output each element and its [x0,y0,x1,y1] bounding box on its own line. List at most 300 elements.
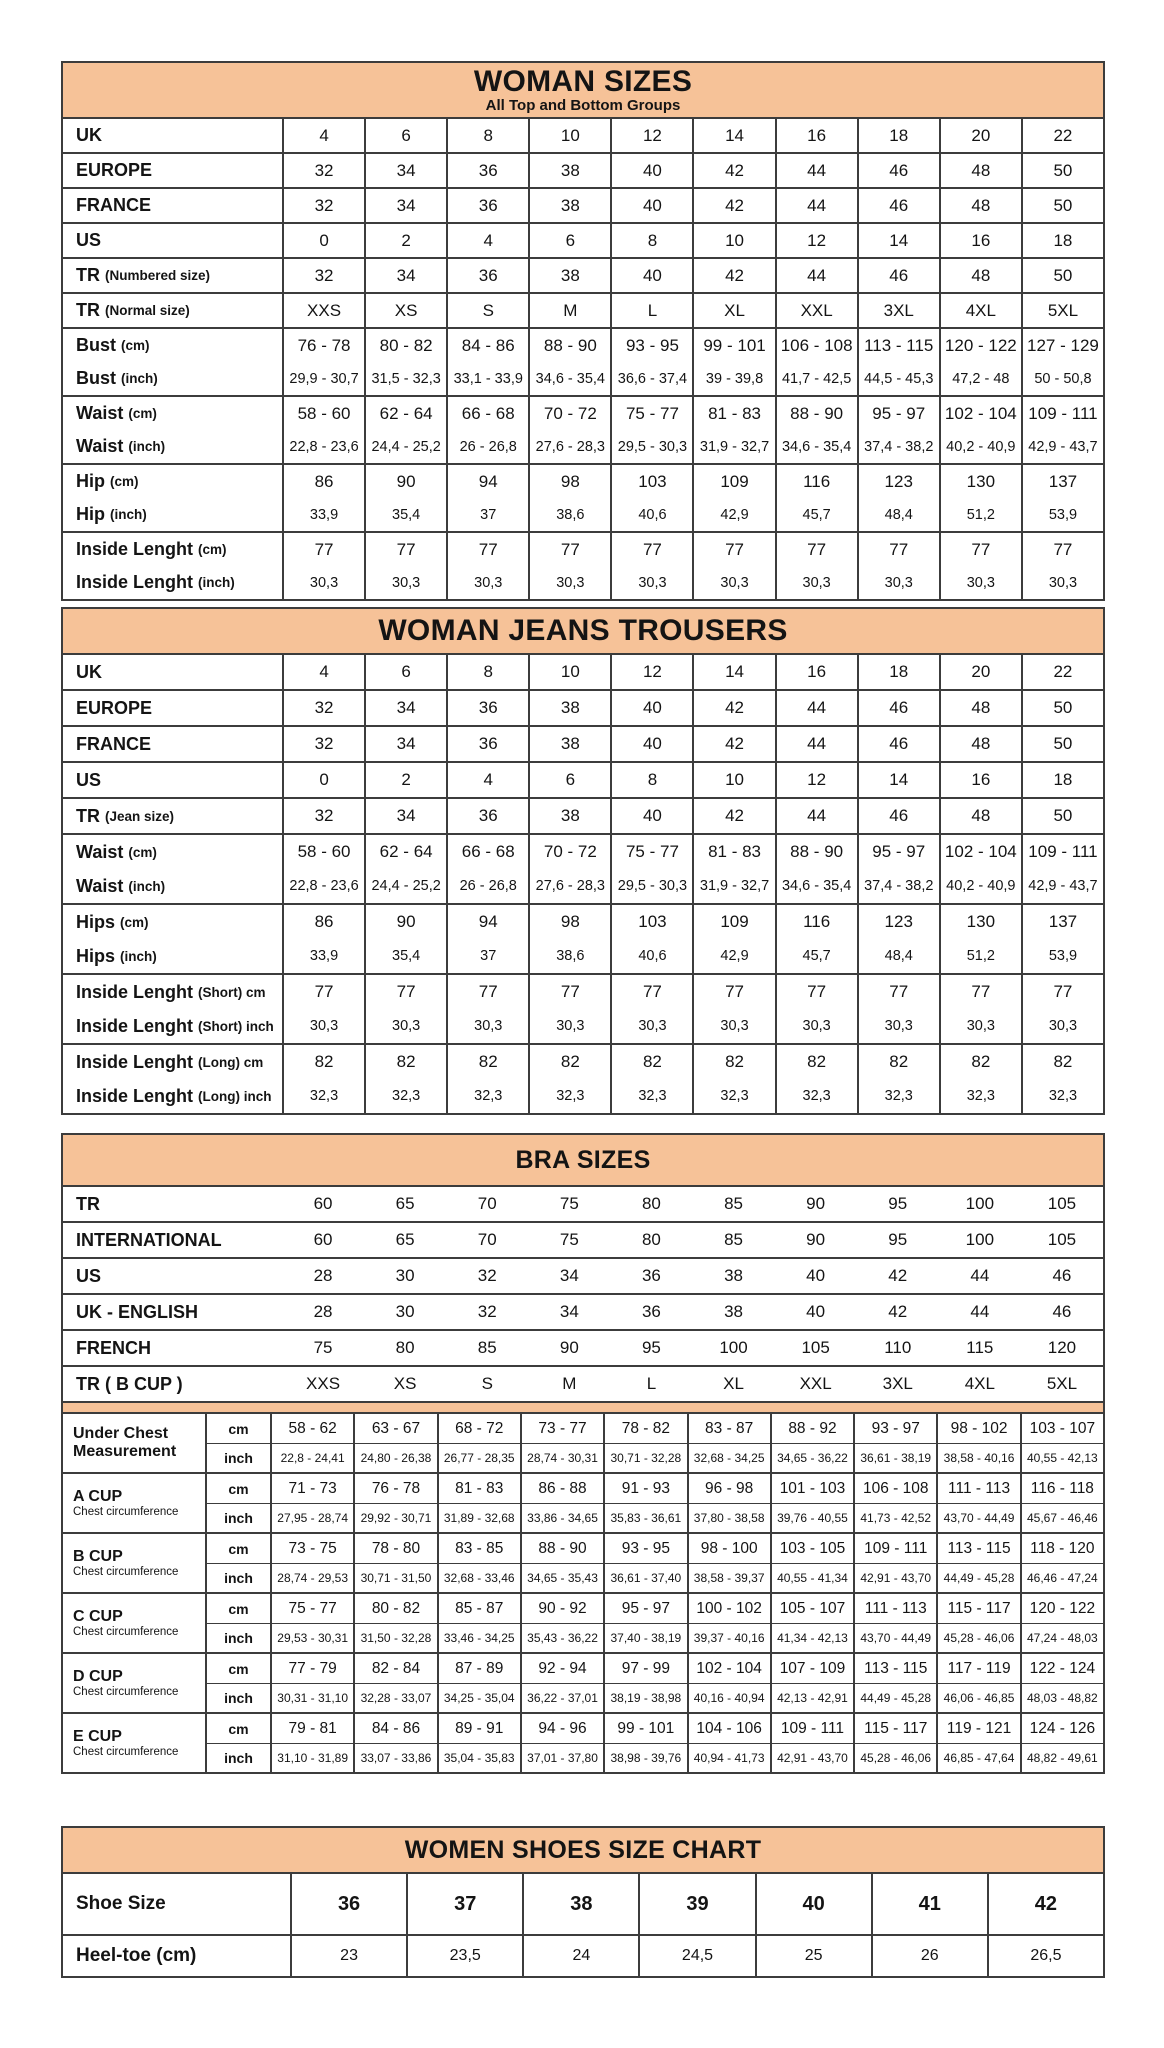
value-cell: 40 [610,799,692,833]
value-cell: 40 [610,189,692,222]
value-cell: 42,91 - 43,70 [853,1563,936,1592]
row-label [63,1009,282,1043]
value-cell: 45,7 [775,498,857,531]
value-cell: 95 [641,1338,661,1357]
value-cell: 103 - 107 [1020,1414,1103,1443]
row-label [63,799,282,833]
table-row [63,655,1103,689]
table-row [63,1045,1103,1079]
row-label [63,362,282,395]
value-cell: 92 - 94 [520,1654,603,1683]
value-cell: 42 [888,1266,908,1285]
value-cell: 110 [884,1338,912,1357]
value-cell: 32 [282,259,364,292]
value-cell: 42,9 [692,939,774,973]
unit-label: cm [205,1534,270,1563]
value-cell: 42 [987,1874,1103,1934]
value-cell: 105 [801,1338,830,1357]
row-label-unit: (inch) [110,507,147,522]
woman-sizes-rows [63,119,1103,599]
row-group [63,1874,1103,1934]
value-cell: 47,24 - 48,03 [1020,1623,1103,1652]
table-row [63,465,1103,498]
row-group [63,152,1103,187]
value-cell: 84 - 86 [446,329,528,362]
woman-sizes-subtitle: All Top and Bottom Groups [485,96,681,114]
value-cell: 36 [446,799,528,833]
value-cell: 24 [522,1936,638,1976]
value-cell: 45,67 - 46,46 [1020,1503,1103,1532]
value-cell: 113 - 115 [936,1534,1019,1563]
row-label [63,1594,205,1652]
value-cell: 22,8 - 24,41 [270,1443,353,1472]
value-cell: 75 - 77 [610,835,692,869]
row-label [63,1331,282,1365]
value-cell: 26,5 [987,1936,1103,1976]
value-cell: 34,25 - 35,04 [437,1683,520,1712]
value-cell: 94 [446,905,528,939]
value-cell: 120 - 122 [939,329,1021,362]
value-cell: 53,9 [1021,498,1103,531]
value-cell: 14 [692,119,774,152]
value-cell: 46 [1052,1302,1072,1321]
value-cell: 77 [692,533,774,566]
woman-jeans-table [61,607,1105,1115]
value-cell: 100 [965,1194,995,1213]
row-label [63,727,282,761]
value-cell: 32,3 [446,1079,528,1113]
value-cell: 30,3 [1021,1009,1103,1043]
table-row [63,329,1103,362]
row-group [63,292,1103,327]
value-cell: 30,71 - 32,28 [603,1443,686,1472]
woman-sizes-title: WOMAN SIZES [473,65,693,98]
women-shoes-header [63,1828,1103,1874]
value-cell: 46,46 - 47,24 [1020,1563,1103,1592]
value-cell: 51,2 [939,498,1021,531]
bra-sizes-table [61,1133,1105,1774]
value-cell: 50 [1021,727,1103,761]
value-cell: 26 - 26,8 [446,430,528,463]
value-cell: 36 [446,189,528,222]
value-cell: S [481,1374,493,1393]
value-cell: 24,4 - 25,2 [364,869,446,903]
value-cell: 27,6 - 28,3 [528,869,610,903]
value-cell: 4 [282,655,364,689]
row-label-text: Inside Lenght [76,572,193,592]
row-group [63,1221,1103,1257]
row-label-subtext: Chest circumference [73,1566,179,1579]
value-cell: 37 [406,1874,522,1934]
row-label-text: Inside Lenght [76,1085,193,1106]
row-label [63,154,282,187]
value-cell: 58 - 60 [282,397,364,430]
value-cell: 42 [692,189,774,222]
value-cell: 30,31 - 31,10 [270,1683,353,1712]
value-cell: 31,5 - 32,3 [364,362,446,395]
value-cell: 46 [857,799,939,833]
row-label-unit: (inch) [128,439,166,454]
value-cell: 77 [282,533,364,566]
value-cell: 34,6 - 35,4 [775,869,857,903]
value-cell: 46 [857,691,939,725]
value-cell: 36 [290,1874,406,1934]
row-group [63,222,1103,257]
table-row [63,154,1103,187]
value-cell: 38 [724,1302,743,1321]
value-cell: 50 [1021,691,1103,725]
value-cell: 42,91 - 43,70 [770,1743,853,1772]
value-cell: 44,49 - 45,28 [853,1683,936,1712]
table-row [63,975,1103,1009]
value-cell: 34 [364,799,446,833]
value-cell: 105 [1047,1230,1077,1249]
value-cell: 77 [364,533,446,566]
value-cell: 27,6 - 28,3 [528,430,610,463]
value-cell: 42,9 - 43,7 [1021,869,1103,903]
value-cell: 85 [724,1194,743,1213]
value-cell: 30,71 - 31,50 [353,1563,436,1592]
row-label-text: Inside Lenght [76,539,193,559]
value-cell: 6 [528,763,610,797]
value-cell: 48 [939,727,1021,761]
value-cell: 31,9 - 32,7 [692,430,774,463]
table-row [63,799,1103,833]
value-cell: L [646,1374,657,1393]
value-cell: 43,70 - 44,49 [853,1623,936,1652]
value-cell: 35,4 [364,498,446,531]
value-cell: XXS [306,1374,341,1393]
value-cell: 32,28 - 33,07 [353,1683,436,1712]
row-label-unit: (Short) cm [198,984,266,1000]
cup-row-group [63,1652,1103,1712]
value-cell: 6 [364,119,446,152]
value-cell: 33,1 - 33,9 [446,362,528,395]
value-cell: XS [393,1374,417,1393]
row-group [63,1257,1103,1293]
value-cell: 31,10 - 31,89 [270,1743,353,1772]
value-cell: 88 - 90 [528,329,610,362]
row-label-text: Hips [76,945,116,966]
unit-label: inch [205,1503,270,1532]
value-cell: 109 - 111 [1021,397,1103,430]
row-group [63,797,1103,833]
value-cell: 116 [775,465,857,498]
row-label-text: INTERNATIONAL [76,1229,222,1250]
value-cell: 58 - 60 [282,835,364,869]
value-cell: 30,3 [282,566,364,599]
value-cell: 36,61 - 37,40 [603,1563,686,1592]
value-cell: 117 - 119 [936,1654,1019,1683]
value-cell: 79 - 81 [270,1714,353,1743]
value-cell: 30,3 [364,566,446,599]
row-label-text: TR [76,265,100,285]
table-row [63,533,1103,566]
value-cell: 106 - 108 [775,329,857,362]
row-label-text: UK - ENGLISH [76,1301,199,1322]
row-label-text: FRENCH [76,1337,151,1358]
table-row [63,691,1103,725]
value-cell: 30,3 [692,566,774,599]
value-cell: 40 [610,691,692,725]
value-cell: 34 [559,1302,579,1321]
value-cell: 88 - 92 [770,1414,853,1443]
value-cell: 33,9 [282,939,364,973]
row-label-subtext: Chest circumference [73,1506,179,1519]
value-cell: 14 [857,763,939,797]
value-cell: 23 [290,1936,406,1976]
value-cell: 71 - 73 [270,1474,353,1503]
value-cell: 33,46 - 34,25 [437,1623,520,1652]
unit-label: cm [205,1474,270,1503]
value-cell: 27,95 - 28,74 [270,1503,353,1532]
value-cell: 30,3 [1021,566,1103,599]
value-cell: 30,3 [610,1009,692,1043]
table-row [63,119,1103,152]
row-label [63,1534,205,1592]
value-cell: 29,9 - 30,7 [282,362,364,395]
value-cell: 38 [528,259,610,292]
value-cell: 39,76 - 40,55 [770,1503,853,1532]
value-cell: 46 [857,154,939,187]
table-row [63,1223,1103,1257]
value-cell: 99 - 101 [692,329,774,362]
row-label [63,1187,282,1221]
row-group [63,1329,1103,1365]
table-row [63,727,1103,761]
value-cell: 70 [477,1230,497,1249]
value-cell: 44 [775,691,857,725]
unit-label: inch [205,1623,270,1652]
value-cell: 42 [692,799,774,833]
value-cell: 115 [966,1338,994,1357]
value-cell: 109 - 111 [770,1714,853,1743]
value-cell: XXL [775,294,857,327]
value-cell: 77 [610,975,692,1009]
value-cell: 75 - 77 [270,1594,353,1623]
row-label-unit: (Short) inch [198,1018,274,1034]
value-cell: 137 [1021,465,1103,498]
row-group [63,655,1103,689]
table-row [63,939,1103,973]
value-cell: 89 - 91 [437,1714,520,1743]
value-cell: 48 [939,259,1021,292]
row-label [63,975,282,1009]
value-cell: 46,85 - 47,64 [936,1743,1019,1772]
value-cell: 94 [446,465,528,498]
value-cell: 40 [806,1266,826,1285]
value-cell: 2 [364,763,446,797]
value-cell: 88 - 90 [775,397,857,430]
value-cell: 50 - 50,8 [1021,362,1103,395]
value-cell: 37,4 - 38,2 [857,430,939,463]
row-label-text: EUROPE [76,160,153,180]
value-cell: 38,19 - 38,98 [603,1683,686,1712]
row-label [63,1045,282,1079]
value-cell: 39 [638,1874,754,1934]
value-cell: 95 - 97 [857,835,939,869]
unit-label: inch [205,1443,270,1472]
row-label-text: Under Chest Measurement [73,1425,177,1460]
value-cell: 45,28 - 46,06 [853,1743,936,1772]
cup-row-group [63,1532,1103,1592]
row-group [63,1934,1103,1976]
value-cell: 62 - 64 [364,835,446,869]
value-cell: 105 [1047,1194,1077,1213]
row-group [63,257,1103,292]
value-cell: 30,3 [939,1009,1021,1043]
value-cell: 5XL [1046,1374,1078,1393]
value-cell: 80 [641,1230,661,1249]
value-cell: 29,5 - 30,3 [610,430,692,463]
row-group [63,833,1103,903]
row-label-text: TR [76,805,100,826]
table-row [63,905,1103,939]
value-cell: 70 [477,1194,497,1213]
table-row [63,1936,1103,1976]
value-cell: 32 [477,1266,497,1285]
value-cell: 30,3 [857,1009,939,1043]
row-group [63,463,1103,531]
value-cell: 77 [939,533,1021,566]
value-cell: 4XL [964,1374,995,1393]
value-cell: 81 - 83 [437,1474,520,1503]
value-cell: 62 - 64 [364,397,446,430]
row-label-text: Inside Lenght [76,1015,193,1036]
value-cell: 50 [1021,799,1103,833]
table-row [63,430,1103,463]
value-cell: 78 - 80 [353,1534,436,1563]
row-label-text: B CUP [73,1547,123,1565]
value-cell: 46 [857,189,939,222]
value-cell: 0 [282,763,364,797]
value-cell: 22 [1021,655,1103,689]
row-label [63,259,282,292]
table-row [63,1187,1103,1221]
row-label-text: TR [76,1193,100,1214]
value-cell: 20 [939,655,1021,689]
value-cell: 50 [1021,189,1103,222]
value-cell: XL [692,294,774,327]
value-cell: 36 [641,1266,661,1285]
value-cell: 73 - 77 [520,1414,603,1443]
row-label [63,1474,205,1532]
value-cell: 8 [610,224,692,257]
value-cell: 32,3 [692,1079,774,1113]
value-cell: 5XL [1021,294,1103,327]
row-label-text: TR ( B CUP ) [76,1373,183,1394]
table-row [63,224,1103,257]
value-cell: 88 - 90 [775,835,857,869]
row-label [63,1414,205,1472]
value-cell: 137 [1021,905,1103,939]
value-cell: 28,74 - 30,31 [520,1443,603,1472]
bra-sizes-title: BRA SIZES [515,1145,651,1174]
value-cell: 46 [857,727,939,761]
row-label [63,1654,205,1712]
value-cell: 41 [871,1874,987,1934]
value-cell: 38,6 [528,498,610,531]
value-cell: 77 - 79 [270,1654,353,1683]
value-cell: 77 [528,533,610,566]
bra-sizes-rows [63,1187,1103,1401]
row-label [63,939,282,973]
value-cell: 32,3 [364,1079,446,1113]
value-cell: 4XL [939,294,1021,327]
value-cell: 111 - 113 [853,1594,936,1623]
value-cell: 24,4 - 25,2 [364,430,446,463]
value-cell: 4 [446,224,528,257]
value-cell: 93 - 97 [853,1414,936,1443]
value-cell: 34 [364,259,446,292]
row-label-unit: (cm) [128,844,157,860]
value-cell: 90 [559,1338,579,1357]
row-group [63,1365,1103,1401]
row-label [63,294,282,327]
value-cell: 18 [857,119,939,152]
value-cell: 85 [724,1230,743,1249]
value-cell: 83 - 87 [687,1414,770,1443]
value-cell: 23,5 [406,1936,522,1976]
value-cell: 90 [364,905,446,939]
row-group [63,1043,1103,1113]
row-label-text: Waist [76,436,124,456]
table-row [63,1259,1103,1293]
row-label [63,189,282,222]
value-cell: 48,4 [857,498,939,531]
value-cell: 82 [939,1045,1021,1079]
value-cell: 26,77 - 28,35 [437,1443,520,1472]
value-cell: 37 [446,939,528,973]
value-cell: 46 [1052,1266,1072,1285]
value-cell: 82 [1021,1045,1103,1079]
row-label [63,763,282,797]
value-cell: 4 [446,763,528,797]
value-cell: 40,55 - 41,34 [770,1563,853,1592]
value-cell: 109 [692,465,774,498]
cup-row-group [63,1414,1103,1472]
value-cell: 111 - 113 [936,1474,1019,1503]
value-cell: 41,34 - 42,13 [770,1623,853,1652]
value-cell: 24,80 - 26,38 [353,1443,436,1472]
value-cell: 73 - 75 [270,1534,353,1563]
row-label [63,869,282,903]
value-cell: 30 [395,1266,415,1285]
table-row [63,1009,1103,1043]
value-cell: 103 - 105 [770,1534,853,1563]
value-cell: 91 - 93 [603,1474,686,1503]
row-label-text: Hips [76,911,116,932]
value-cell: 50 [1021,154,1103,187]
table-row [63,362,1103,395]
value-cell: 37,01 - 37,80 [520,1743,603,1772]
value-cell: 40,6 [610,939,692,973]
value-cell: 26 [871,1936,987,1976]
row-group [63,973,1103,1043]
value-cell: 32 [477,1302,497,1321]
value-cell: 80 - 82 [353,1594,436,1623]
value-cell: 12 [610,655,692,689]
value-cell: 38 [528,691,610,725]
unit-label: inch [205,1683,270,1712]
value-cell: 109 - 111 [853,1534,936,1563]
value-cell: 30,3 [857,566,939,599]
row-group [63,1187,1103,1221]
value-cell: 32,68 - 33,46 [437,1563,520,1592]
value-cell: 107 - 109 [770,1654,853,1683]
woman-sizes-header [63,63,1103,119]
value-cell: 116 [775,905,857,939]
